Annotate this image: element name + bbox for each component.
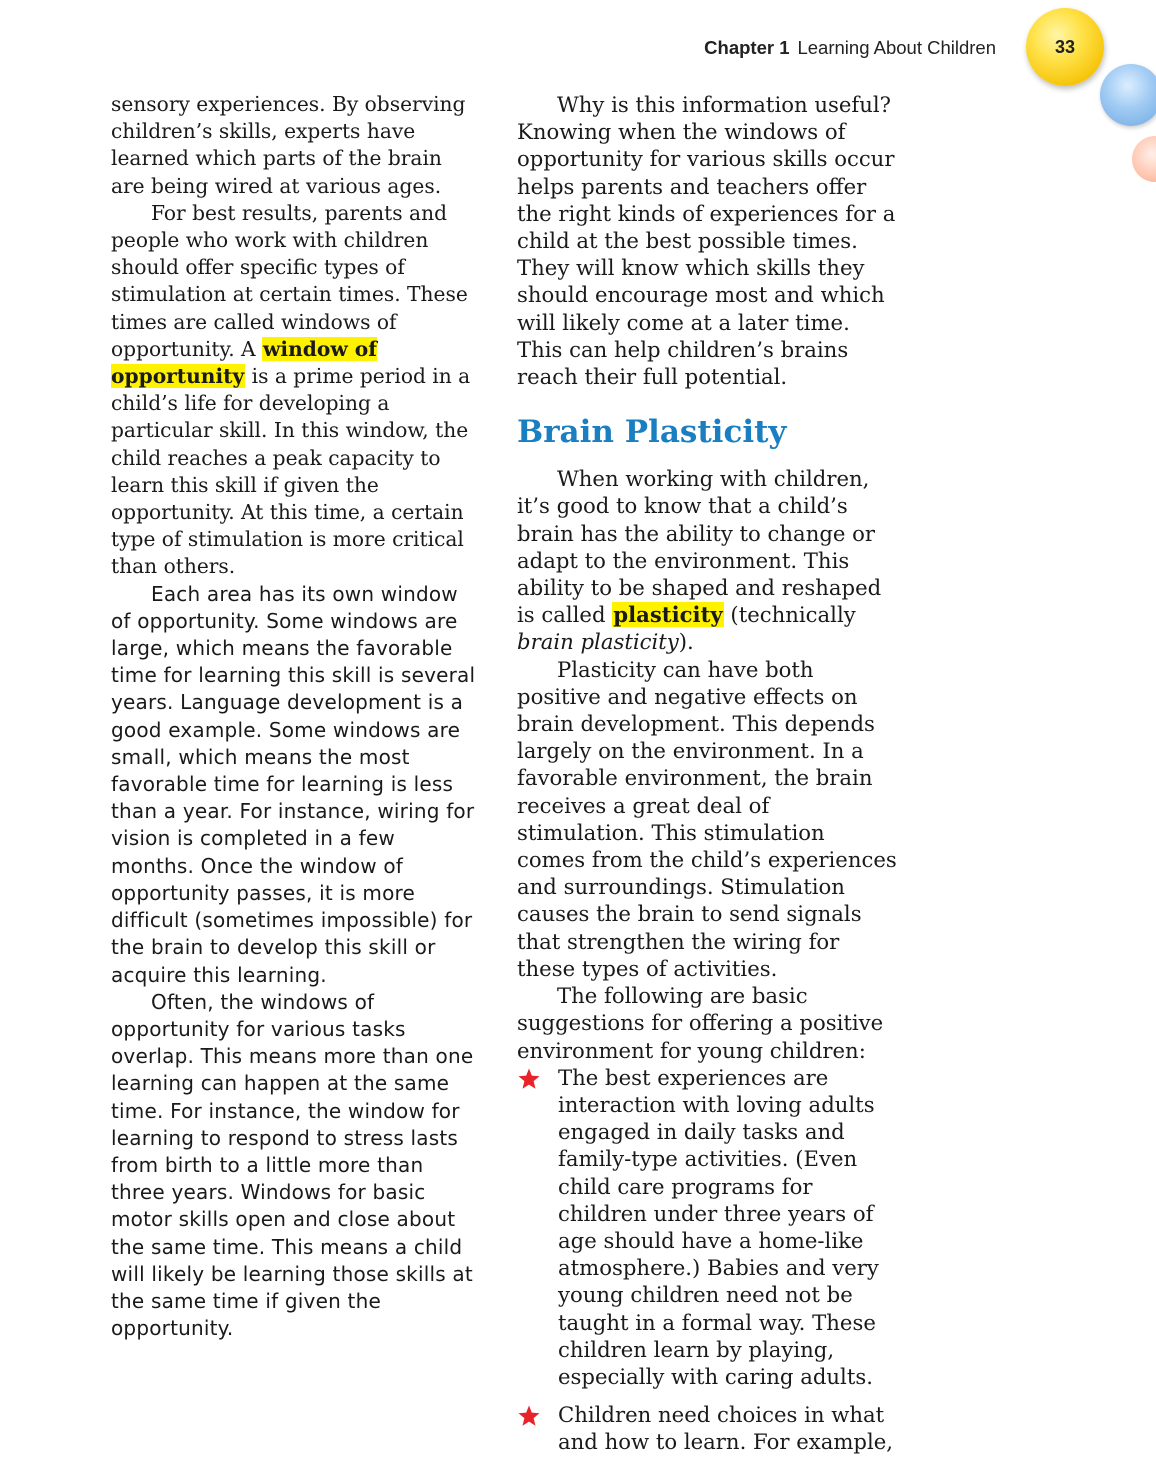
list-item: Children need choices in what and how to learn. For example, — [517, 1401, 897, 1455]
paragraph: When working with children, it’s good to know that a child’s brain has the ability to change or adapt to the environment. This ability to be shaped and reshaped is called plasticity (technically brain plasticity). — [517, 466, 882, 655]
paragraph: The following are basic suggestions for offering a positive environment for young children: — [517, 983, 884, 1063]
chapter-label: Chapter 1 — [704, 37, 790, 58]
paragraph: Plasticity can have both positive and negative effects on brain development. This depends largely on the environment. In a favorable environment, the brain receives a great deal of stimulation. This stimulation comes from the child’s experiences and surroundings. Stimulation causes the brain to send signals that strengthen the wiring for these types of activities. — [517, 656, 897, 981]
list-item: The best experiences are interaction with loving adults engaged in daily tasks and family-type activities. (Even child care programs for children under three years of age should have a home-like atmosphere.) Babies and very young children need not be taught in a formal way. These children learn by playing, especially with caring adults. — [517, 1064, 897, 1390]
paragraph: Why is this information useful? Knowing when the windows of opportunity for various skills occur helps parents and teachers offer the right kinds of experiences for a child at the best possible times. They will know which skills they should encourage most and which will likely come at a later time. This can help children’s brains reach their full potential. — [517, 92, 896, 390]
running-header — [640, 37, 996, 59]
left-column — [111, 91, 481, 1342]
suggestion-list — [517, 1064, 897, 1456]
page-number-badge — [1026, 8, 1104, 86]
paragraph: Each area has its own window of opportunity. Some windows are large, which means the favorable time for learning this skill is several years. Language development is a good example. Some windows are small, which means the most favorable time for learning is less than a year. For instance, wiring for vision is completed in a few months. Once the window of opportunity passes, it is more difficult (sometimes impossible) for the brain to develop this skill or acquire this learning. — [111, 581, 476, 987]
paragraph: sensory experiences. By observing children’s skills, experts have learned which parts of the brain are being wired at various ages. — [111, 92, 466, 198]
decorative-pink-circle — [1132, 136, 1156, 182]
key-term-window-of-opportunity: window of opportunity — [111, 336, 377, 389]
chapter-title: Learning About Children — [797, 37, 996, 58]
paragraph: For best results, parents and people who work with children should offer specific types of stimulation at certain times. These times are called windows of opportunity. A window of opportunity is a prime period in a child’s life for developing a particular skill. In this window, the child reaches a peak capacity to learn this skill if given the opportunity. At this time, a certain type of stimulation is more critical than others. — [111, 200, 471, 579]
star-bullet-icon — [517, 1404, 541, 1428]
decorative-blue-circle — [1100, 64, 1156, 126]
star-bullet-icon — [517, 1067, 541, 1091]
section-heading: Brain Plasticity — [517, 414, 787, 451]
right-column — [517, 91, 897, 1467]
key-term-plasticity: plasticity — [613, 602, 723, 628]
page-number: 33 — [1054, 36, 1076, 57]
paragraph: Often, the windows of opportunity for various tasks overlap. This means more than one learning can happen at the same time. For instance, the window for learning to respond to stress lasts from birth to a little more than three years. Windows for basic motor skills open and close about the same time. This means a child will likely be learning those skills at the same time if given the opportunity. — [111, 989, 474, 1341]
